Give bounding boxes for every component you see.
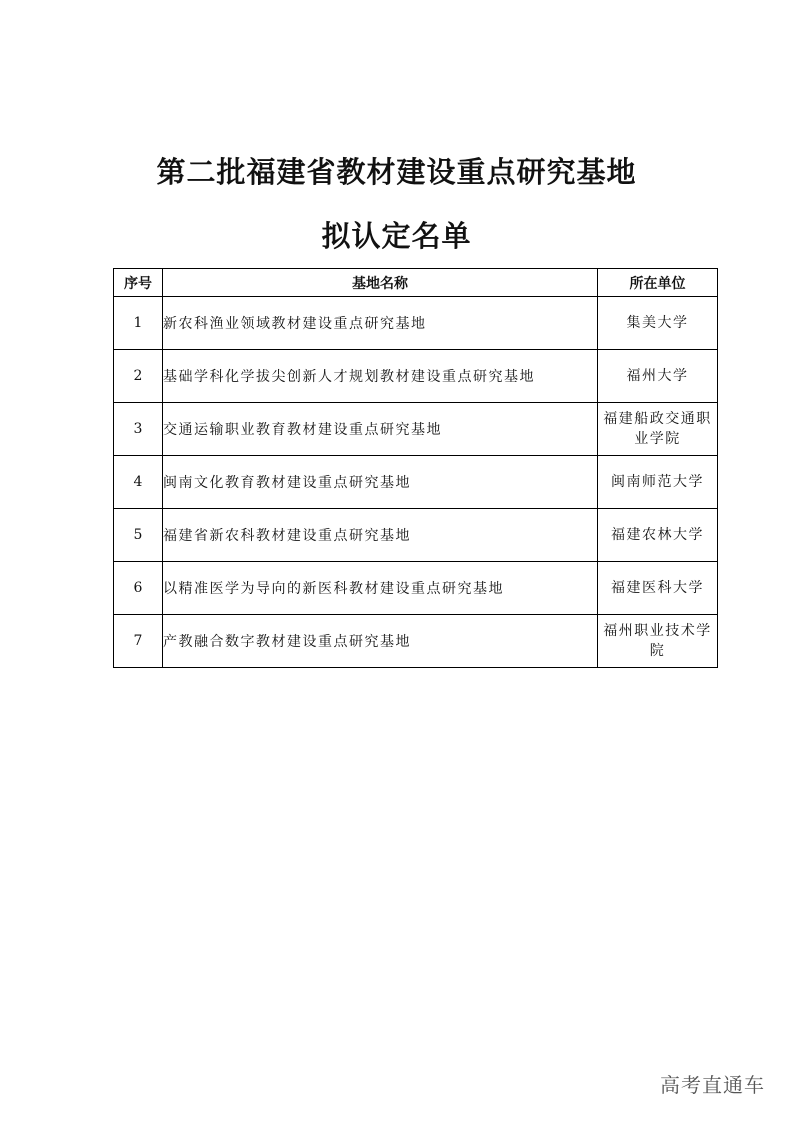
row-base-name: 基础学科化学拔尖创新人才规划教材建设重点研究基地: [163, 350, 598, 403]
row-unit: 福建农林大学: [598, 509, 718, 562]
watermark: 高考直通车: [660, 1073, 765, 1097]
header-unit: 所在单位: [598, 269, 718, 297]
row-base-name: 福建省新农科教材建设重点研究基地: [163, 509, 598, 562]
row-number: 4: [114, 456, 163, 509]
table-header-row: [114, 269, 718, 297]
row-unit: 福州大学: [598, 350, 718, 403]
table-row: [114, 615, 718, 668]
table-row: [114, 456, 718, 509]
row-unit: 福建船政交通职业学院: [598, 403, 718, 456]
table-row: [114, 403, 718, 456]
base-list-table: [113, 268, 718, 668]
header-base-name: 基地名称: [163, 269, 598, 297]
row-number: 6: [114, 562, 163, 615]
row-base-name: 交通运输职业教育教材建设重点研究基地: [163, 403, 598, 456]
row-number: 5: [114, 509, 163, 562]
table-row: [114, 350, 718, 403]
row-number: 1: [114, 297, 163, 350]
row-unit: 福建医科大学: [598, 562, 718, 615]
row-base-name: 闽南文化教育教材建设重点研究基地: [163, 456, 598, 509]
row-base-name: 产教融合数字教材建设重点研究基地: [163, 615, 598, 668]
row-number: 3: [114, 403, 163, 456]
row-base-name: 以精准医学为导向的新医科教材建设重点研究基地: [163, 562, 598, 615]
table-row: [114, 509, 718, 562]
row-unit: 集美大学: [598, 297, 718, 350]
document-subtitle: 拟认定名单: [321, 219, 472, 253]
header-serial-number: 序号: [114, 269, 163, 297]
table-row: [114, 562, 718, 615]
document-title: 第二批福建省教材建设重点研究基地: [156, 155, 637, 189]
row-unit: 福州职业技术学院: [598, 615, 718, 668]
row-number: 7: [114, 615, 163, 668]
row-base-name: 新农科渔业领域教材建设重点研究基地: [163, 297, 598, 350]
row-number: 2: [114, 350, 163, 403]
row-unit: 闽南师范大学: [598, 456, 718, 509]
table-row: [114, 297, 718, 350]
